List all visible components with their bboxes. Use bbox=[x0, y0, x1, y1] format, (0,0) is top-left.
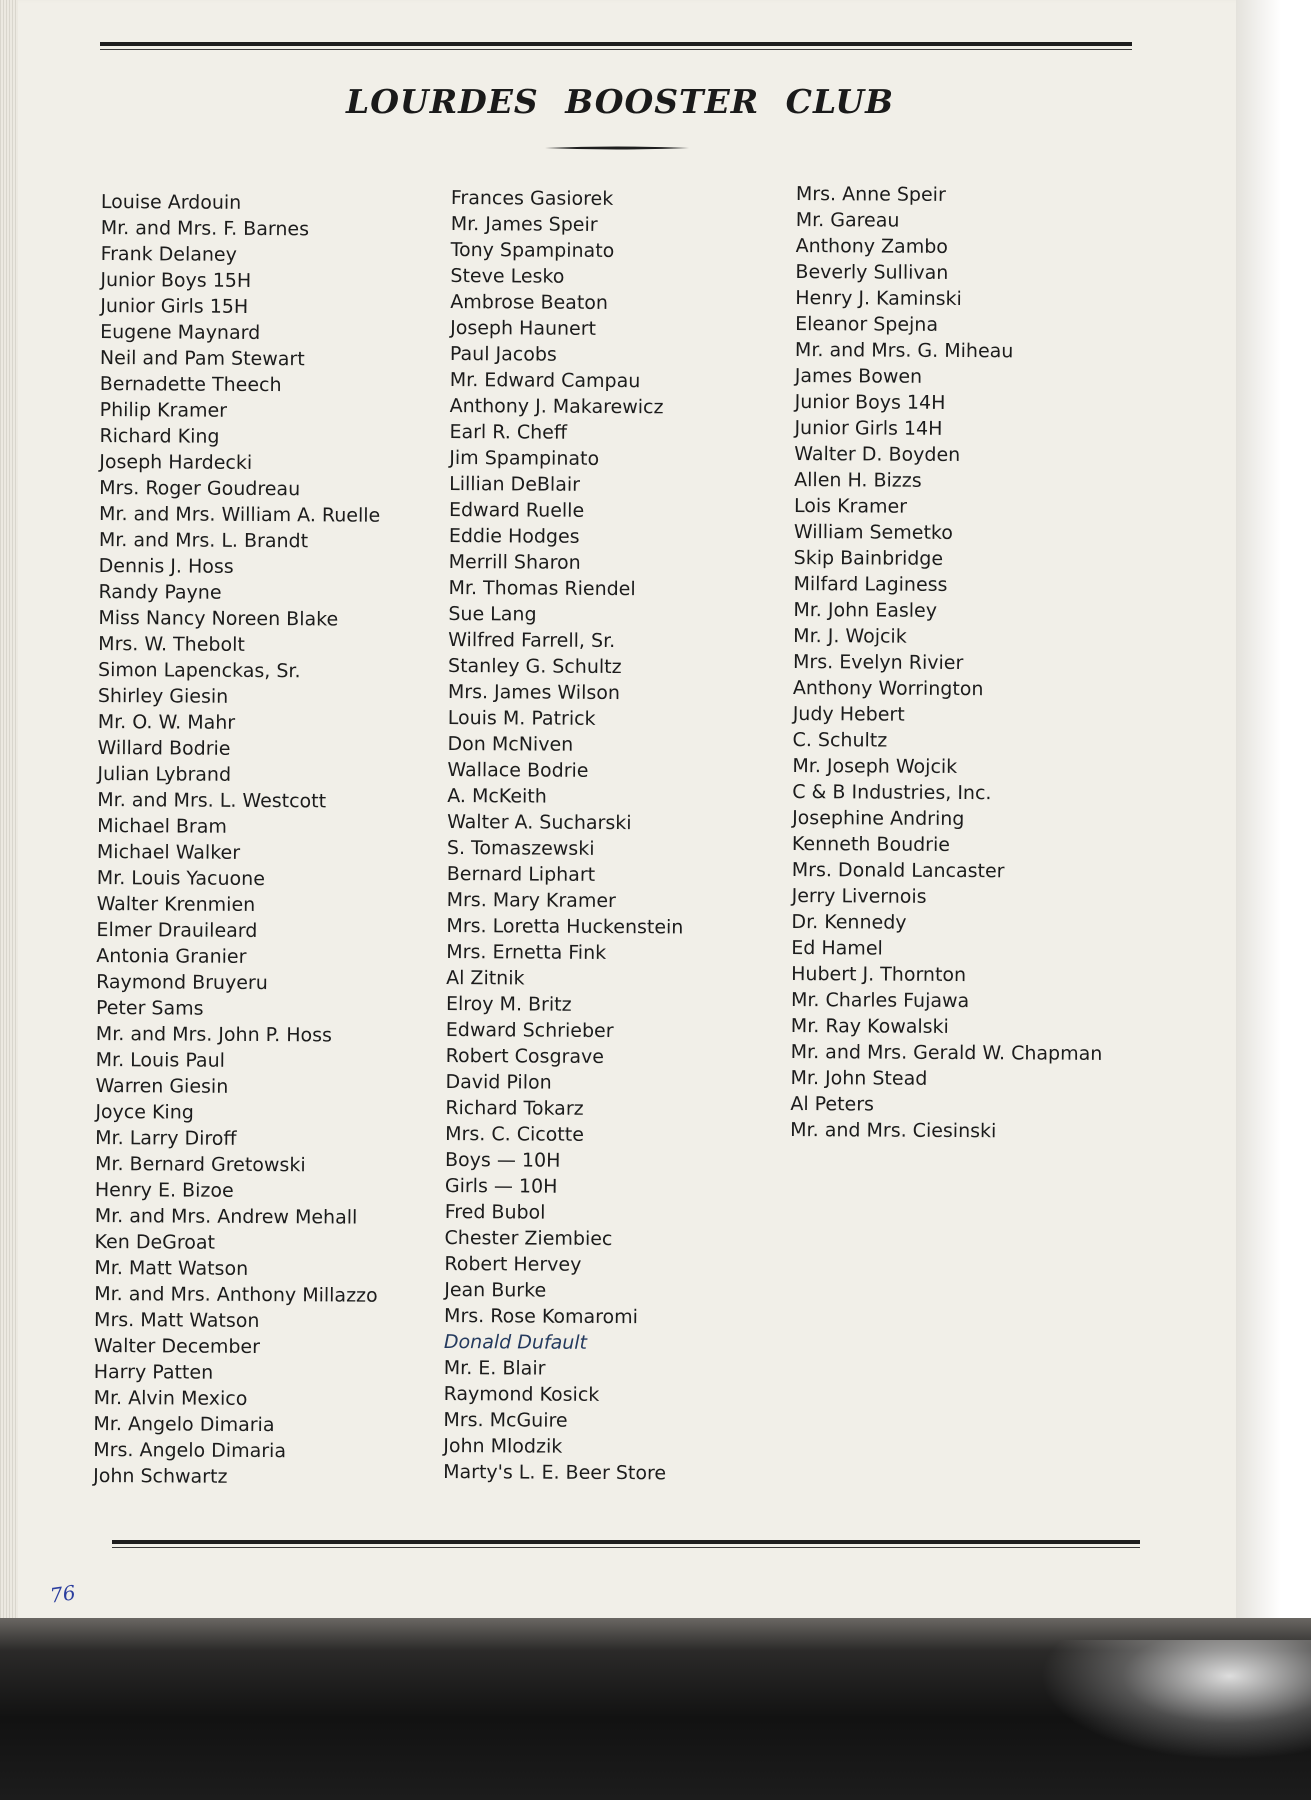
member-name: Michael Walker bbox=[96, 840, 241, 864]
member-name: Lillian DeBlair bbox=[449, 472, 581, 496]
member-name: Antonia Granier bbox=[96, 944, 247, 968]
member-name: Mr. and Mrs. Gerald W. Chapman bbox=[790, 1040, 1103, 1065]
member-name: Mrs. McGuire bbox=[443, 1408, 568, 1432]
member-name: Wallace Bodrie bbox=[447, 758, 589, 782]
member-name: Mr. Ray Kowalski bbox=[790, 1014, 949, 1038]
member-name: Mrs. James Wilson bbox=[447, 680, 621, 705]
member-name: David Pilon bbox=[445, 1070, 552, 1094]
member-name: Eugene Maynard bbox=[100, 320, 261, 344]
member-name: Mr. and Mrs. Ciesinski bbox=[790, 1118, 997, 1143]
member-name: S. Tomaszewski bbox=[446, 836, 595, 860]
member-name: Earl R. Cheff bbox=[449, 420, 568, 444]
member-name: Robert Hervey bbox=[444, 1252, 582, 1276]
member-name: Mr. Larry Diroff bbox=[95, 1126, 237, 1150]
member-name: Mr. Angelo Dimaria bbox=[93, 1412, 275, 1437]
member-name: Neil and Pam Stewart bbox=[99, 346, 305, 371]
member-name: Bernadette Theech bbox=[99, 372, 282, 397]
member-name: Anthony Zambo bbox=[795, 234, 949, 258]
member-name: Mrs. Angelo Dimaria bbox=[93, 1438, 287, 1463]
member-name: John Mlodzik bbox=[443, 1434, 563, 1458]
member-name: William Semetko bbox=[793, 520, 953, 544]
member-name: Mrs. Ernetta Fink bbox=[446, 940, 607, 964]
member-name: Mrs. W. Thebolt bbox=[98, 632, 245, 656]
member-name: Walter A. Sucharski bbox=[447, 810, 632, 835]
member-name: Mr. John Stead bbox=[790, 1066, 928, 1090]
title-ornament bbox=[545, 146, 689, 150]
member-name: Philip Kramer bbox=[99, 398, 228, 422]
member-name: Mrs. C. Cicotte bbox=[445, 1122, 585, 1146]
member-name: Junior Boys 14H bbox=[794, 390, 946, 414]
member-name: Mr. and Mrs. G. Miheau bbox=[794, 338, 1014, 363]
member-name: Mr. Alvin Mexico bbox=[93, 1386, 248, 1410]
member-name: Joyce King bbox=[95, 1100, 194, 1124]
member-name: Don McNiven bbox=[447, 732, 574, 756]
member-name: Mr. Thomas Riendel bbox=[448, 576, 636, 601]
member-name: Joseph Haunert bbox=[450, 316, 597, 340]
member-name: Ambrose Beaton bbox=[450, 290, 609, 314]
top-double-rule bbox=[100, 42, 1132, 46]
member-name: Bernard Liphart bbox=[446, 862, 596, 886]
member-name: Mr. and Mrs. William A. Ruelle bbox=[98, 502, 381, 527]
member-name: Mr. John Easley bbox=[793, 598, 938, 622]
member-name: A. McKeith bbox=[447, 784, 547, 808]
member-name: Dr. Kennedy bbox=[791, 910, 907, 934]
member-column-3 bbox=[790, 181, 1108, 1145]
member-name-handwritten: Donald Dufault bbox=[443, 1330, 588, 1354]
member-name: Warren Giesin bbox=[95, 1074, 229, 1098]
member-name: Mr. Gareau bbox=[795, 208, 900, 232]
member-name: Stanley G. Schultz bbox=[447, 654, 622, 679]
member-name: Jim Spampinato bbox=[449, 446, 600, 470]
member-name: Simon Lapenckas, Sr. bbox=[97, 658, 301, 683]
member-name: Mrs. Anne Speir bbox=[795, 182, 946, 206]
member-name: Joseph Hardecki bbox=[99, 450, 253, 474]
member-name: Sue Lang bbox=[448, 602, 537, 626]
member-name: Michael Bram bbox=[97, 814, 227, 838]
member-name: Mr. and Mrs. L. Westcott bbox=[97, 788, 327, 813]
bottom-double-rule bbox=[112, 1540, 1140, 1544]
member-name: James Bowen bbox=[794, 364, 923, 388]
member-name: Robert Cosgrave bbox=[445, 1044, 605, 1068]
member-name: Ken DeGroat bbox=[94, 1230, 216, 1254]
member-name: Richard Tokarz bbox=[445, 1096, 584, 1120]
member-name: Jean Burke bbox=[444, 1278, 547, 1302]
member-name: Henry E. Bizoe bbox=[94, 1178, 234, 1202]
member-name: Kenneth Boudrie bbox=[791, 832, 951, 856]
member-name: Anthony J. Makarewicz bbox=[449, 394, 664, 419]
member-name: Josephine Andring bbox=[792, 806, 965, 831]
member-name: Merrill Sharon bbox=[448, 550, 581, 574]
member-name: Eleanor Spejna bbox=[795, 312, 939, 336]
member-name: Edward Schrieber bbox=[445, 1018, 614, 1043]
member-name: Louise Ardouin bbox=[100, 190, 242, 214]
member-name: Raymond Bruyeru bbox=[96, 970, 268, 995]
member-name: Jerry Livernois bbox=[791, 884, 927, 908]
member-name: Mr. and Mrs. John P. Hoss bbox=[95, 1022, 333, 1047]
member-name: Mr. and Mrs. L. Brandt bbox=[98, 528, 309, 553]
member-name: Walter D. Boyden bbox=[794, 442, 961, 467]
member-name: Milfard Laginess bbox=[793, 572, 948, 596]
handwritten-page-mark: 76 bbox=[48, 1580, 77, 1608]
scanner-glare bbox=[1040, 1640, 1311, 1760]
member-name: Mr. Edward Campau bbox=[449, 368, 641, 393]
member-name: C & B Industries, Inc. bbox=[792, 780, 992, 805]
member-name: Raymond Kosick bbox=[443, 1382, 600, 1406]
member-name: Henry J. Kaminski bbox=[795, 286, 962, 311]
member-name: Peter Sams bbox=[95, 996, 204, 1020]
member-name: Edward Ruelle bbox=[448, 498, 585, 522]
member-name: Chester Ziembiec bbox=[444, 1226, 613, 1251]
member-name: Paul Jacobs bbox=[449, 342, 557, 366]
member-name: Mrs. Evelyn Rivier bbox=[792, 650, 964, 675]
member-name: Al Peters bbox=[790, 1092, 875, 1116]
member-name: Junior Girls 14H bbox=[794, 416, 943, 440]
member-name: Al Zitnik bbox=[446, 966, 525, 990]
member-name: Steve Lesko bbox=[450, 264, 565, 288]
member-name: Mr. E. Blair bbox=[443, 1356, 546, 1380]
member-name: Ed Hamel bbox=[791, 936, 883, 960]
member-name: Mr. and Mrs. Anthony Millazzo bbox=[94, 1282, 378, 1307]
member-name: Mr. O. W. Mahr bbox=[97, 710, 236, 734]
member-name: Shirley Giesin bbox=[97, 684, 229, 708]
member-name: Beverly Sullivan bbox=[795, 260, 949, 284]
member-name: Randy Payne bbox=[98, 580, 222, 604]
member-name: Julian Lybrand bbox=[97, 762, 232, 786]
scanner-background-right bbox=[1236, 0, 1311, 1640]
member-name: Richard King bbox=[99, 424, 220, 448]
member-name: Eddie Hodges bbox=[448, 524, 580, 548]
member-name: Lois Kramer bbox=[793, 494, 908, 518]
member-name: Dennis J. Hoss bbox=[98, 554, 234, 578]
page-title: LOURDES BOOSTER CLUB bbox=[345, 82, 895, 121]
member-name: John Schwartz bbox=[93, 1464, 228, 1488]
member-name: Mr. Louis Paul bbox=[95, 1048, 225, 1072]
member-name: Mr. Charles Fujawa bbox=[790, 988, 970, 1013]
member-name: Mr. and Mrs. F. Barnes bbox=[100, 216, 310, 241]
member-name: Tony Spampinato bbox=[450, 238, 615, 262]
member-name: Miss Nancy Noreen Blake bbox=[98, 606, 339, 631]
member-name: Mrs. Roger Goudreau bbox=[99, 476, 301, 501]
member-name: Frances Gasiorek bbox=[450, 186, 614, 210]
member-name: Mrs. Matt Watson bbox=[94, 1308, 260, 1332]
member-name: Skip Bainbridge bbox=[793, 546, 944, 570]
member-name: Fred Bubol bbox=[444, 1200, 546, 1224]
member-name: Mr. James Speir bbox=[450, 212, 598, 236]
member-name: Frank Delaney bbox=[100, 242, 237, 266]
member-name: Walter December bbox=[93, 1334, 261, 1358]
member-name: Mr. and Mrs. Andrew Mehall bbox=[94, 1204, 358, 1229]
member-name: Judy Hebert bbox=[792, 702, 905, 726]
member-column-1 bbox=[93, 189, 384, 1491]
member-name: Marty's L. E. Beer Store bbox=[443, 1460, 667, 1485]
member-name: Mr. Bernard Gretowski bbox=[94, 1152, 306, 1177]
member-column-2 bbox=[443, 185, 688, 1486]
member-name: Harry Patten bbox=[93, 1360, 214, 1384]
member-name: Mrs. Donald Lancaster bbox=[791, 858, 1005, 883]
member-name: Mr. J. Wojcik bbox=[793, 624, 907, 648]
member-name: Wilfred Farrell, Sr. bbox=[448, 628, 616, 653]
member-name: Elmer Drauileard bbox=[96, 918, 258, 942]
member-name: Mr. Louis Yacuone bbox=[96, 866, 266, 891]
member-name: Mrs. Loretta Huckenstein bbox=[446, 914, 684, 939]
member-name: Mr. Joseph Wojcik bbox=[792, 754, 958, 778]
member-name: C. Schultz bbox=[792, 728, 888, 752]
member-name: Willard Bodrie bbox=[97, 736, 231, 760]
member-name: Girls — 10H bbox=[444, 1174, 558, 1198]
member-name: Anthony Worrington bbox=[792, 676, 984, 701]
member-name: Walter Krenmien bbox=[96, 892, 256, 916]
member-name: Boys — 10H bbox=[444, 1148, 561, 1172]
member-name: Hubert J. Thornton bbox=[791, 962, 967, 987]
member-name: Mrs. Mary Kramer bbox=[446, 888, 616, 913]
member-name: Allen H. Bizzs bbox=[794, 468, 922, 492]
member-name: Louis M. Patrick bbox=[447, 706, 596, 730]
member-name: Junior Girls 15H bbox=[100, 294, 249, 318]
page-stack-edges bbox=[0, 0, 18, 1630]
member-name: Mr. Matt Watson bbox=[94, 1256, 249, 1280]
member-name: Elroy M. Britz bbox=[445, 992, 572, 1016]
member-name: Mrs. Rose Komaromi bbox=[444, 1304, 639, 1329]
member-name: Junior Boys 15H bbox=[100, 268, 252, 292]
